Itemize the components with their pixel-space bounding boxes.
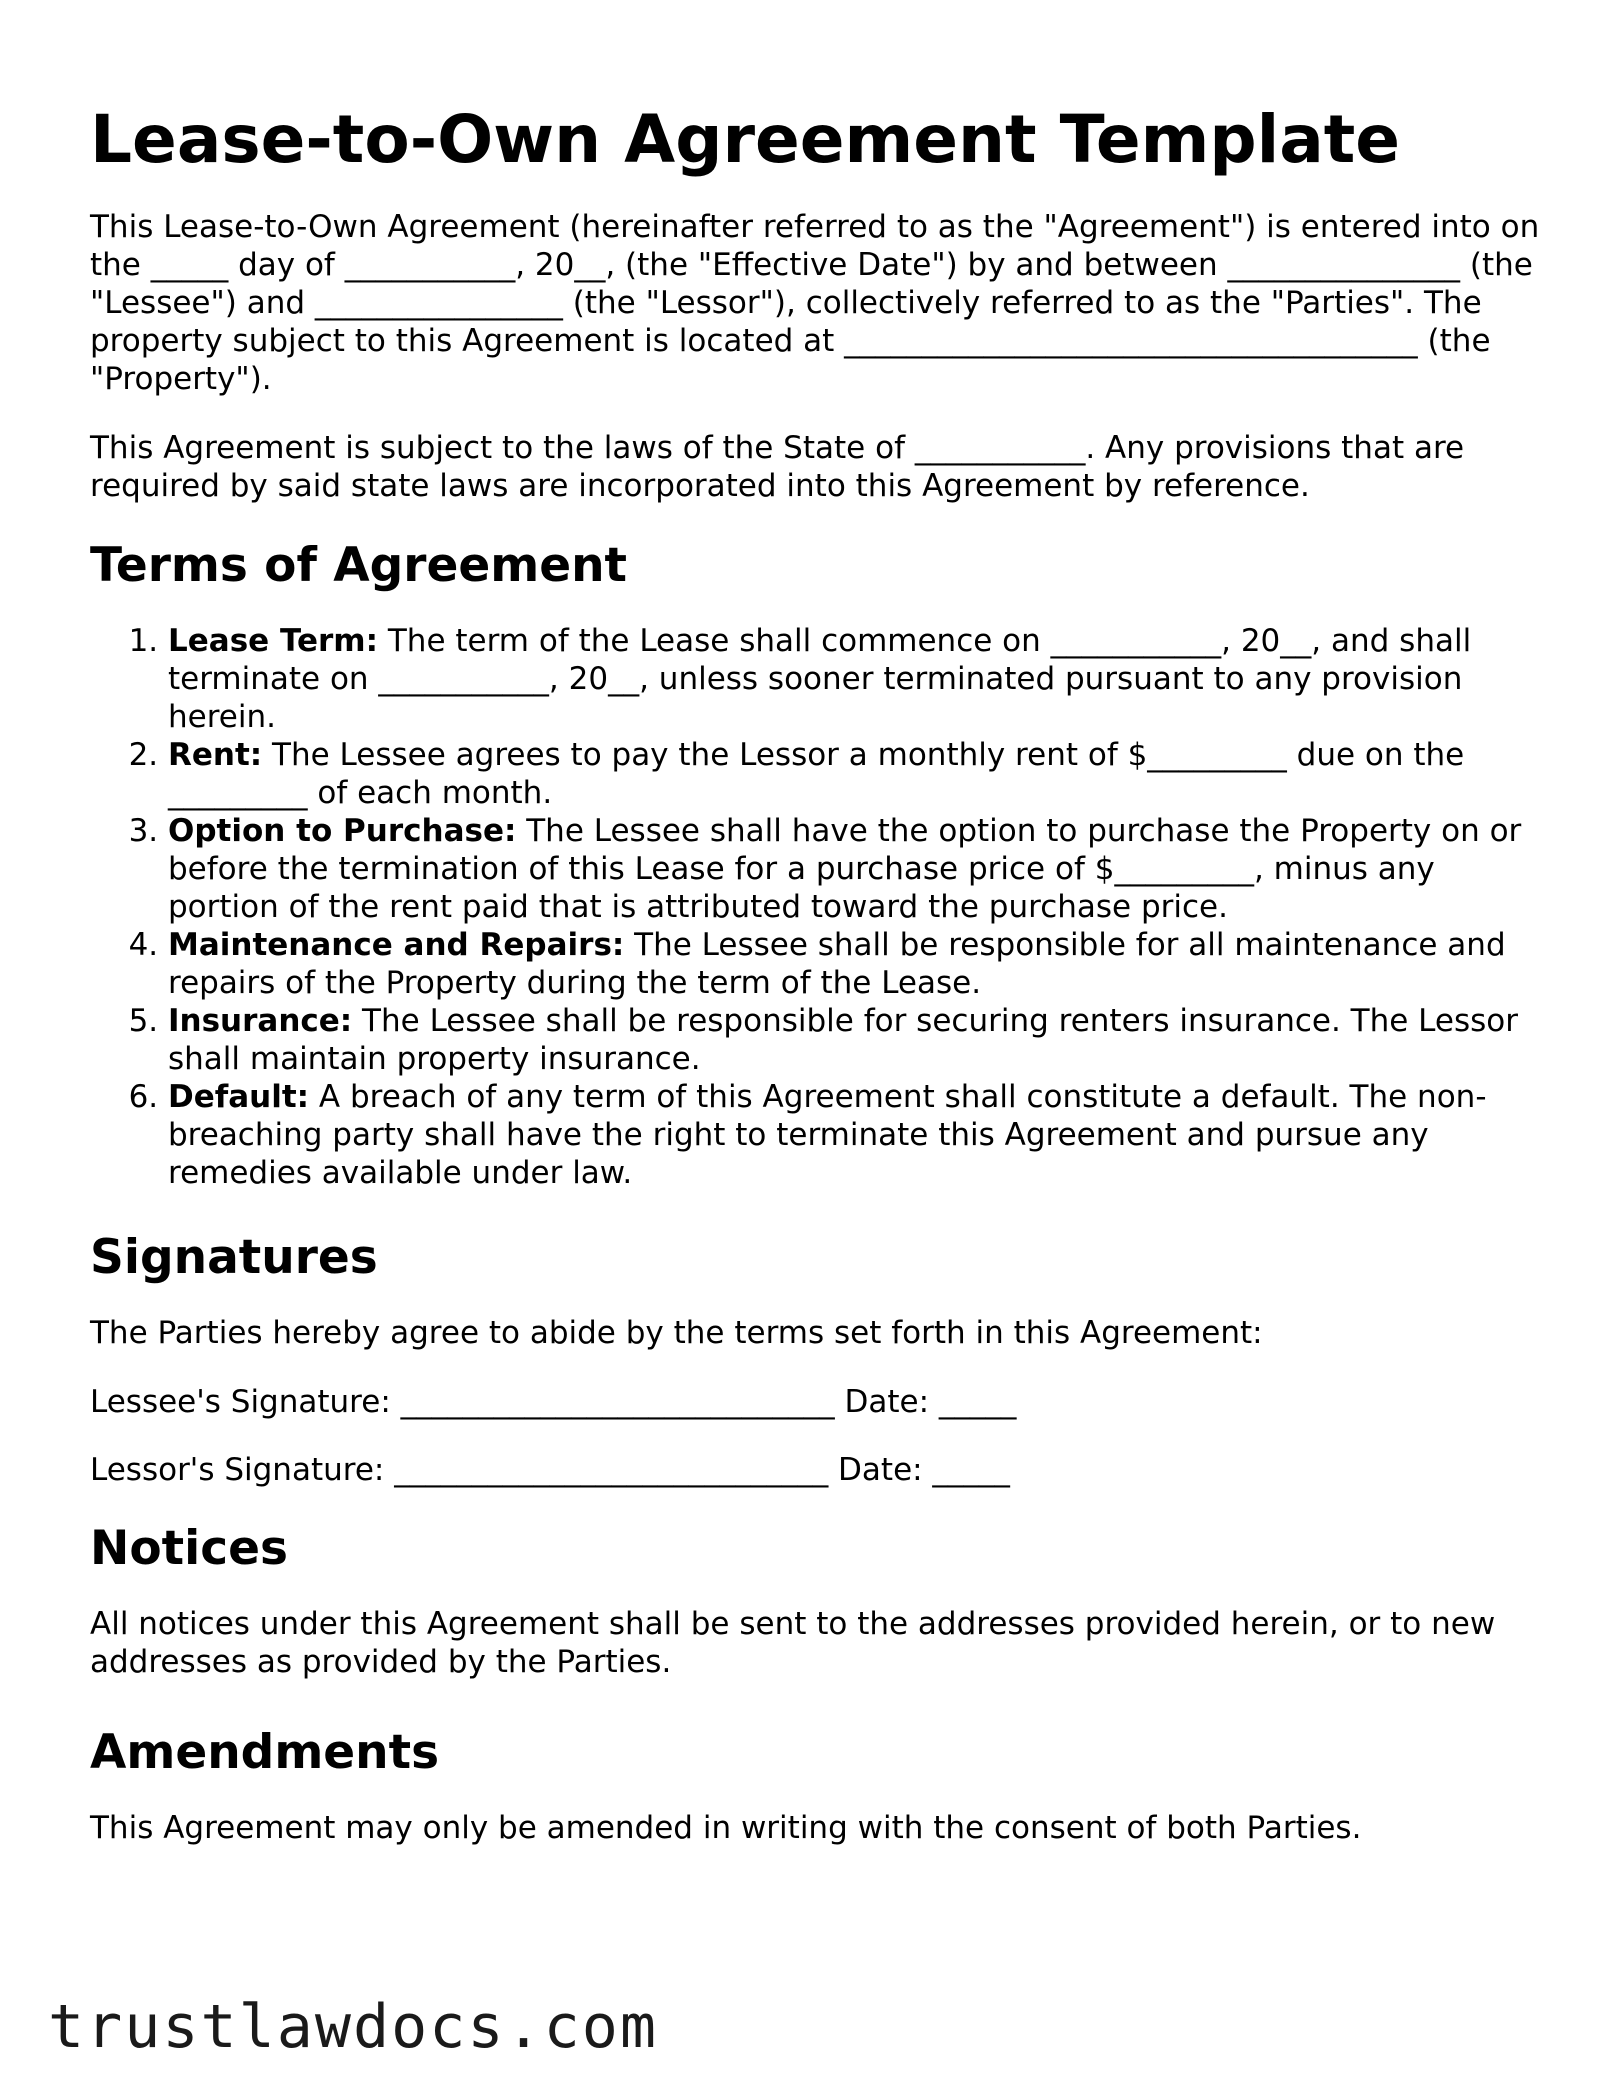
intro-paragraph: This Lease-to-Own Agreement (hereinafter referred to as the "Agreement") is entered into on the _____ day of ___________, 20__, (the "Effective Date") by and between _______________ (the "Lessee") and ________________ (the "Lessor"), collectively referred to as the "Parties". The property subject to this Agreement is located at _____________________________________ (the "Property"). <box>90 209 1540 397</box>
term-item-default <box>168 1078 1550 1192</box>
term-item-lease-term <box>168 622 1550 736</box>
term-item-insurance <box>168 1002 1550 1078</box>
term-label: Default: <box>168 1079 310 1115</box>
signatures-heading: Signatures <box>90 1230 378 1285</box>
terms-list <box>90 622 1550 1192</box>
terms-heading: Terms of Agreement <box>90 538 628 593</box>
term-label: Rent: <box>168 737 263 773</box>
watermark: trustlawdocs.com <box>48 1992 658 2062</box>
amendments-heading: Amendments <box>90 1725 440 1780</box>
term-label: Maintenance and Repairs: <box>168 927 625 963</box>
term-text: The term of the Lease shall commence on ___________, 20__, and shall terminate on ___________, 20__, unless sooner terminated pursuant to any provision herein. <box>168 623 1472 735</box>
term-label: Lease Term: <box>168 623 379 659</box>
term-text: The Lessee agrees to pay the Lessor a monthly rent of $_________ due on the _________ of each month. <box>168 737 1465 811</box>
lessor-signature-line: Lessor's Signature: ____________________________ Date: _____ <box>90 1452 1010 1488</box>
term-label: Option to Purchase: <box>168 813 517 849</box>
term-item-rent <box>168 736 1550 812</box>
notices-heading: Notices <box>90 1521 288 1576</box>
notices-text: All notices under this Agreement shall be sent to the addresses provided herein, or to new addresses as provided by the Parties. <box>90 1606 1496 1680</box>
term-text: The Lessee shall have the option to purchase the Property on or before the termination of this Lease for a purchase price of $_________, minus any portion of the rent paid that is attributed toward the purchase price. <box>168 813 1522 925</box>
signatures-intro: The Parties hereby agree to abide by the terms set forth in this Agreement: <box>90 1315 1263 1351</box>
lessee-signature-line: Lessee's Signature: ____________________________ Date: _____ <box>90 1384 1017 1420</box>
term-text: The Lessee shall be responsible for all maintenance and repairs of the Property during the term of the Lease. <box>168 927 1506 1001</box>
governing-law-paragraph: This Agreement is subject to the laws of the State of ___________. Any provisions that are required by said state laws are incorporated into this Agreement by reference. <box>90 430 1465 504</box>
term-item-maintenance <box>168 926 1550 1002</box>
document-title: Lease-to-Own Agreement Template <box>90 101 1401 178</box>
amendments-text: This Agreement may only be amended in writing with the consent of both Parties. <box>90 1810 1362 1846</box>
term-item-option-to-purchase <box>168 812 1550 926</box>
term-text: A breach of any term of this Agreement shall constitute a default. The non-breaching party shall have the right to terminate this Agreement and pursue any remedies available under law. <box>168 1079 1487 1191</box>
term-text: The Lessee shall be responsible for securing renters insurance. The Lessor shall maintain property insurance. <box>168 1003 1518 1077</box>
document <box>90 100 1550 1878</box>
term-label: Insurance: <box>168 1003 353 1039</box>
